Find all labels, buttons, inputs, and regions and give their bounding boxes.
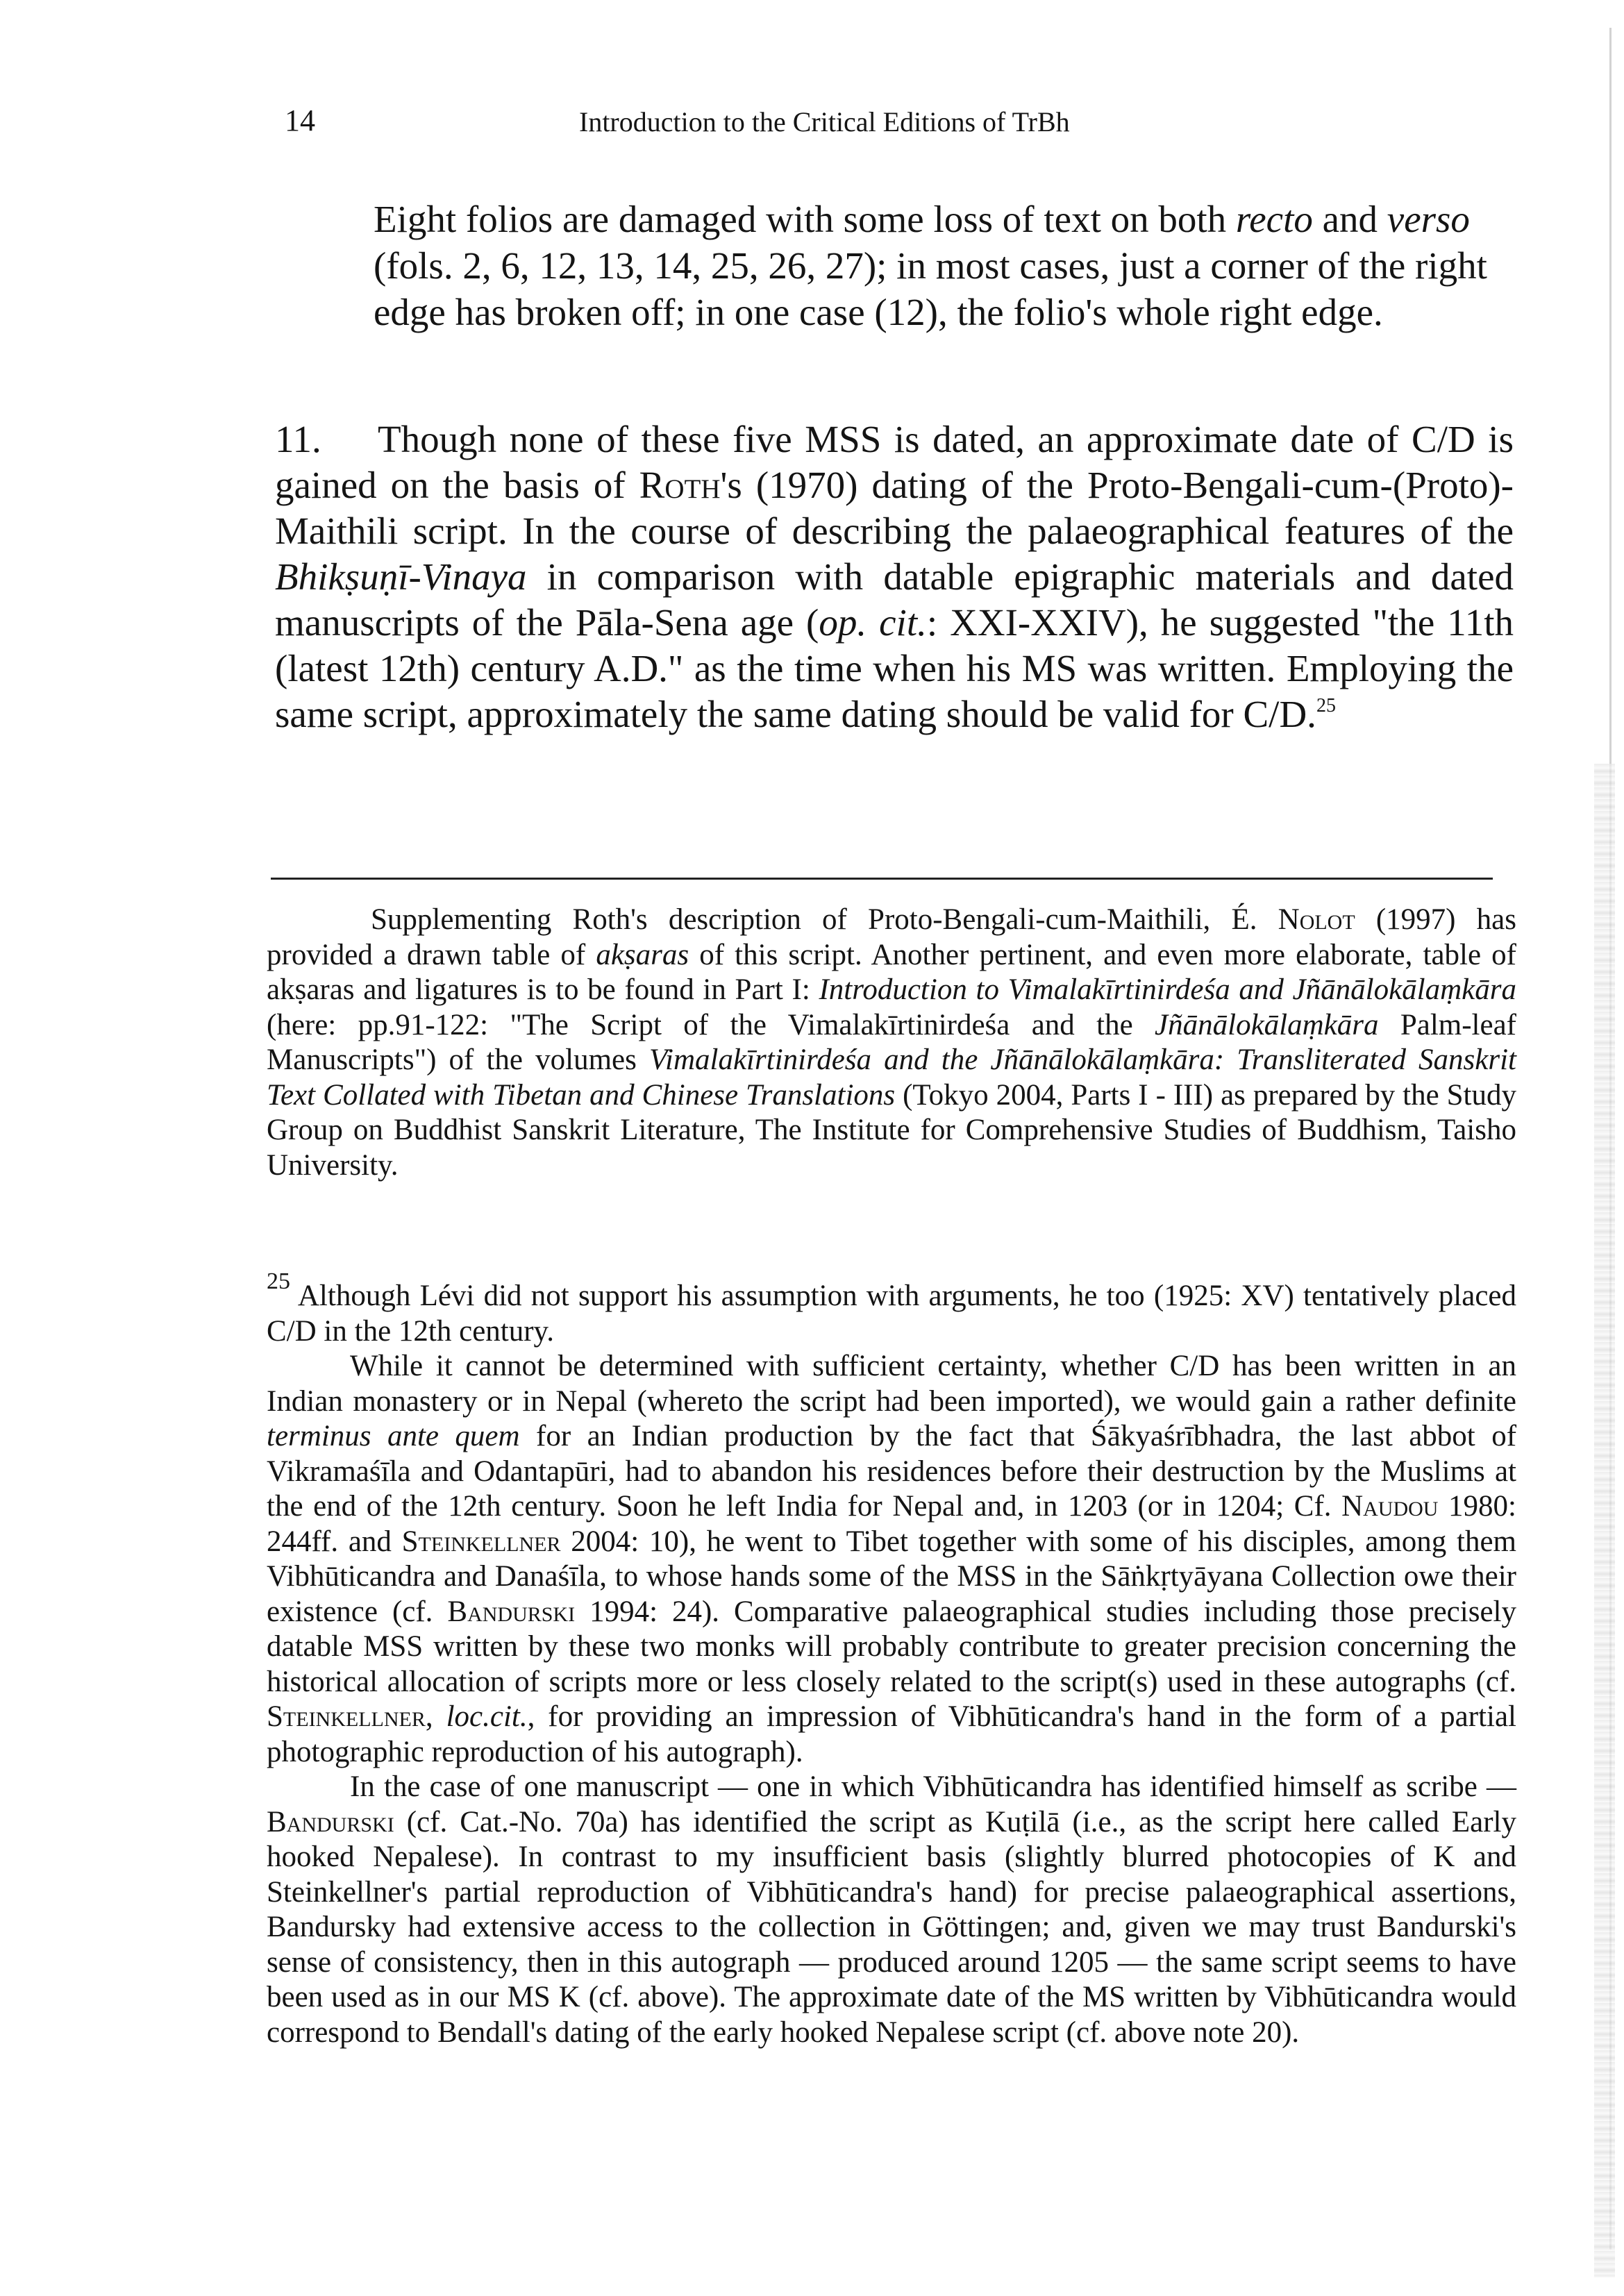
footnote-25-para-2: While it cannot be determined with sufficient certainty, whether C/D has been written in an Indian monastery or in Nepal (whereto the script had been imported), we would gain a rather definite terminus ante quem for an Indian production by the fact that Śākyaśrībhadra, the last abbot of Vikramaśīla and Odantapūri, had to abandon his residences before their destruction by the Muslims at the end of the 12th century. Soon he left India for Nepal and, in 1203 (or in 1204; Cf. Naudou 1980: 244ff. and Steinkellner 2004: 10), he went to Tibet together with some of his disciples, among them Vibhūticandra and Danaśīla, to whose hands some of the MSS in the Sāṅkṛtyāyana Collection owe their existence (cf. Bandurski 1994: 24). Comparative palaeographical studies including those precisely datable MSS written by these two monks will probably contribute to greater precision concerning the historical allocation of scripts more or less closely related to the script(s) used in these autographs (cf. Steinkellner, loc.cit., for providing an impression of Vibhūticandra's hand in the form of a partial photographic reproduction of his autograph). [267, 1350, 1517, 1768]
footnote-25 [267, 1268, 1517, 2050]
paragraph-number: 11. [275, 418, 321, 460]
footnote-ref-25[interactable]: 25 [1316, 695, 1336, 717]
running-head: Introduction to the Critical Editions of TrBh [579, 106, 1070, 137]
footnote-number: 25 [267, 1268, 290, 1294]
paragraph-11: 11. Though none of these five MSS is dated, an approximate date of C/D is gained on the basis of Roth's (1970) dating of the Proto-Bengali-cum-(Proto)-Maithili script. In the course of describing the palaeographical features of the Bhikṣuṇī-Vinaya in comparison with datable epigraphic materials and dated manuscripts of the Pāla-Sena age (op. cit.: XXI-XXIV), he suggested "the 11th (latest 12th) century A.D." as the time when his MS was written. Employing the same script, approximately the same dating should be valid for C/D.$^{25}$ [275, 418, 1514, 735]
paragraph-continued: Eight folios are damaged with some loss of text on both recto and verso (fols. 2, 6, 12, 13, 14, 25, 26, 27); in most cases, just a corner of the right edge has broken off; in one case (12), the folio's whole right edge. [374, 198, 1487, 333]
footnote-separator [271, 878, 1493, 880]
scan-edge-noise [1594, 764, 1615, 2277]
footnote-25-para-1: $^{25}$ Although Lévi did not support his assumption with arguments, he too (1925: XV) tentatively placed C/D in the 12th century. [267, 1268, 1516, 1348]
footnote-24-continued [267, 903, 1516, 1183]
footnote-text: Supplementing Roth's description of Proto-Bengali-cum-Maithili, É. Nolot (1997) has provided a drawn table of akṣaras of this script. Another pertinent, and even more elaborate, table of akṣaras and ligatures is to be found in Part I: Introduction to Vimalakīrtinirdeśa and Jñānālokālaṃkāra (here: pp.91-122: "The Script of the Vimalakīrtinirdeśa and the Jñānālokālaṃkāra Palm-leaf Manuscripts") of the volumes Vimalakīrtinirdeśa and the Jñānālokālaṃkāra: Transliterated Sanskrit Text Collated with Tibetan and Chinese Translations (Tokyo 2004, Parts I - III) as prepared by the Study Group on Buddhist Sanskrit Literature, The Institute for Comprehensive Studies of Buddhism, Taisho University. [267, 903, 1517, 1182]
page-number: 14 [285, 103, 315, 137]
footnote-25-para-3: In the case of one manuscript — one in which Vibhūticandra has identified himself as scribe — Bandurski (cf. Cat.-No. 70a) has identified the script as Kuṭilā (i.e., as the script here called Early hooked Nepalese). In contrast to my insufficient basis (slightly blurred photocopies of K and Steinkellner's partial reproduction of Vibhūticandra's hand) for precise palaeographical assertions, Bandursky had extensive access to the collection in Göttingen; and, given we may trust Bandurski's sense of consistency, then in this autograph — produced around 1205 — the same script seems to have been used as in our MS K (cf. above). The approximate date of the MS written by Vibhūticandra would correspond to Bendall's dating of the early hooked Nepalese script (cf. above note 20). [267, 1770, 1516, 2049]
